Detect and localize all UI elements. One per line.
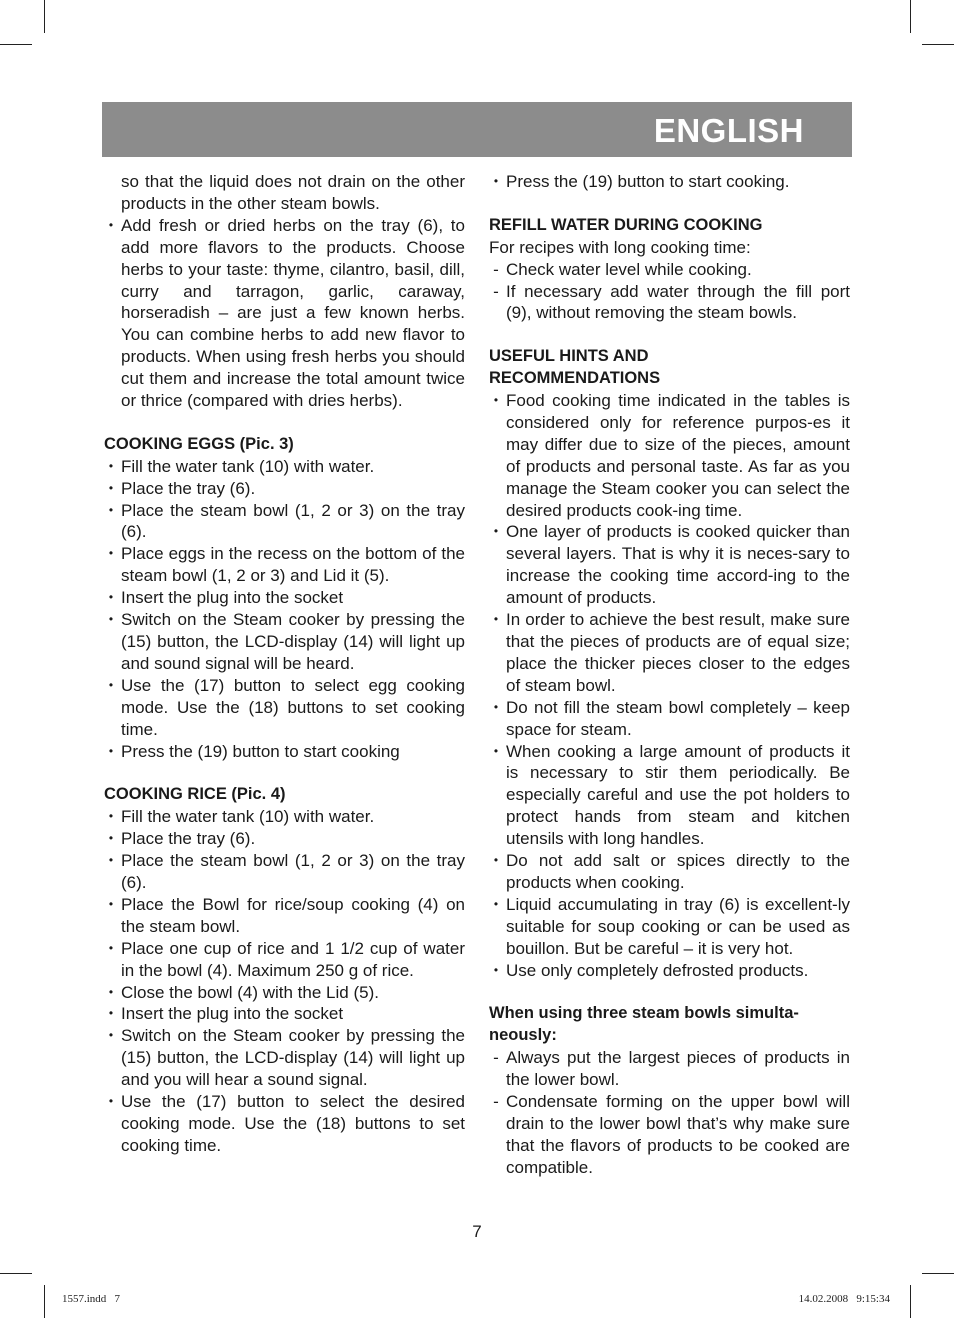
herbs-bullet-list	[104, 215, 465, 412]
list-item-text: Use the (17) button to select the desired cooking mode. Use the (18) buttons to set cooking time.	[121, 1092, 465, 1155]
cooking-rice-list	[104, 806, 465, 1157]
list-item-text: Place the tray (6).	[121, 829, 256, 849]
language-title: ENGLISH	[653, 112, 804, 149]
list-item	[104, 543, 465, 587]
list-item	[104, 806, 465, 828]
crop-mark	[0, 1273, 32, 1274]
list-item	[489, 171, 850, 193]
list-marker: •	[108, 458, 114, 473]
list-item-text: Food cooking time indicated in the tables is considered only for reference purpos-es it may differ due to size of the pieces, amount of products and personal taste. As far as you manage the Steam cooker you can select the desired products cook-ing time.	[506, 391, 850, 520]
list-item	[104, 587, 465, 609]
list-marker: •	[108, 743, 114, 758]
list-item-text: Place one cup of rice and 1 1/2 cup of water in the bowl (4). Maximum 250 g of rice.	[121, 938, 465, 980]
page-number: 7	[472, 1222, 482, 1241]
refill-water-intro: For recipes with long cooking time:	[489, 237, 751, 257]
list-marker: •	[108, 940, 114, 955]
list-marker: •	[493, 612, 499, 627]
list-item-text: In order to achieve the best result, make sure that the pieces of products are of equal size; place the thicker pieces closer to the edges of steam bowl.	[506, 610, 850, 695]
crop-mark	[0, 44, 32, 45]
list-marker: -	[493, 281, 499, 301]
list-item	[104, 894, 465, 938]
list-marker: •	[108, 590, 114, 605]
cooking-rice-heading: COOKING RICE (Pic. 4)	[104, 785, 286, 804]
list-item	[104, 456, 465, 478]
list-item	[489, 697, 850, 741]
file-slug: 1557.indd 7	[62, 1293, 121, 1305]
list-marker: •	[493, 393, 499, 408]
list-item	[104, 982, 465, 1004]
useful-hints-heading-line2: RECOMMENDATIONS	[489, 369, 661, 388]
list-marker: •	[108, 831, 114, 846]
list-marker: •	[493, 524, 499, 539]
list-marker: •	[108, 1028, 114, 1043]
refill-water-heading: REFILL WATER DURING COOKING	[489, 215, 763, 234]
list-item	[489, 741, 850, 851]
list-marker: •	[108, 480, 114, 495]
list-marker: •	[493, 896, 499, 911]
list-marker: -	[493, 259, 499, 279]
list-item-text: Use only completely defrosted products.	[506, 960, 809, 980]
crop-mark	[922, 1273, 954, 1274]
list-item	[489, 259, 850, 281]
list-item	[489, 1091, 850, 1179]
list-marker: •	[108, 853, 114, 868]
list-marker: •	[108, 984, 114, 999]
list-item	[489, 521, 850, 609]
list-item	[104, 741, 465, 763]
list-item-text: Place the steam bowl (1, 2 or 3) on the tray (6).	[121, 851, 465, 892]
list-item-text: One layer of products is cooked quicker than several layers. That is why it is neces-sary to increase the cooking time accord-ing to the amount of products.	[506, 522, 850, 608]
list-item-text: If necessary add water through the fill port (9), without removing the steam bowls.	[506, 281, 850, 323]
list-marker: •	[108, 1006, 114, 1021]
list-item	[489, 960, 850, 982]
list-item-text: When cooking a large amount of products it is necessary to stir them periodically. Be especially careful and use the pot holders to protect hands from steam and kitchen utensils with long handles.	[506, 741, 850, 849]
list-marker: •	[108, 896, 114, 911]
list-marker: •	[108, 809, 114, 824]
list-item	[489, 609, 850, 697]
list-marker: •	[108, 612, 114, 627]
list-item-text: Fill the water tank (10) with water.	[121, 456, 375, 476]
list-item	[104, 500, 465, 544]
continued-paragraph: so that the liquid does not drain on the other products in the other steam bowls.	[121, 172, 465, 213]
list-item	[104, 478, 465, 500]
list-item-text: Switch on the Steam cooker by pressing the (15) button, the LCD-display (14) will light up and you will hear a sound signal.	[121, 1026, 465, 1090]
list-marker: •	[108, 546, 114, 561]
list-item	[104, 1025, 465, 1091]
list-item-text: Use the (17) button to select egg cooking mode. Use the (18) buttons to set cooking time.	[121, 675, 465, 739]
list-item	[104, 215, 465, 412]
list-marker: •	[493, 853, 499, 868]
list-item-text: Place the tray (6).	[121, 478, 256, 498]
list-item-text: Add fresh or dried herbs on the tray (6), to add more flavors to the products. Choose herbs to your taste: thyme, cilantro, basil, dill, curry and tarragon, garlic, caraway, horseradish – are just a few known herbs. You can combine herbs to add new flavor to products. When using fresh herbs you should cut them and increase the total amount twice or thrice (compared with dries herbs).	[121, 215, 465, 411]
list-item-text: Place eggs in the recess on the bottom of the steam bowl (1, 2 or 3) and Lid it (5).	[121, 544, 465, 586]
list-marker: -	[493, 1048, 499, 1068]
list-item	[104, 675, 465, 741]
list-marker: •	[493, 699, 499, 714]
useful-hints-heading-line1: USEFUL HINTS AND	[489, 347, 649, 366]
list-item-text: Close the bowl (4) with the Lid (5).	[121, 982, 379, 1002]
list-item-text: Do not add salt or spices directly to the products when cooking.	[506, 851, 850, 892]
useful-hints-list	[489, 390, 850, 981]
language-header-band	[102, 102, 852, 157]
list-item	[104, 850, 465, 894]
list-item-text: Place the Bowl for rice/soup cooking (4) on the steam bowl.	[121, 894, 465, 936]
list-marker: •	[108, 502, 114, 517]
refill-water-list	[489, 259, 850, 325]
list-item-text: Fill the water tank (10) with water.	[121, 807, 375, 827]
list-item	[489, 894, 850, 960]
list-item-text: Switch on the Steam cooker by pressing the (15) button, the LCD-display (14) will light up and sound signal will be heard.	[121, 610, 465, 673]
list-marker: •	[493, 174, 499, 188]
list-marker: •	[493, 962, 499, 977]
list-item	[489, 390, 850, 521]
crop-mark	[44, 0, 45, 33]
list-item	[489, 850, 850, 894]
crop-mark	[44, 1285, 45, 1318]
list-item-text: Press the (19) button to start cooking	[121, 741, 400, 761]
list-item	[489, 281, 850, 325]
left-column	[104, 171, 465, 1157]
list-marker: •	[108, 217, 114, 232]
three-bowls-list	[489, 1047, 850, 1178]
three-bowls-heading: When using three steam bowls simulta-neously:	[489, 1004, 799, 1045]
date-slug: 14.02.2008 9:15:34	[798, 1293, 890, 1305]
list-item-text: Press the (19) button to start cooking.	[506, 172, 790, 191]
crop-mark	[910, 1285, 911, 1318]
cooking-eggs-heading: COOKING EGGS (Pic. 3)	[104, 434, 294, 453]
useful-hints-heading	[489, 346, 850, 390]
list-item-text: Place the steam bowl (1, 2 or 3) on the tray (6).	[121, 500, 465, 542]
list-item-text: Insert the plug into the socket	[121, 588, 344, 608]
crop-mark	[910, 0, 911, 33]
list-item-text: Do not fill the steam bowl completely – keep space for steam.	[506, 697, 850, 739]
list-marker: •	[493, 743, 499, 758]
list-item	[104, 1091, 465, 1157]
cooking-eggs-list	[104, 456, 465, 763]
list-item	[489, 1047, 850, 1091]
list-item-text: Insert the plug into the socket	[121, 1004, 344, 1024]
list-item-text: Always put the largest pieces of products in the lower bowl.	[506, 1048, 850, 1090]
list-marker: •	[108, 677, 114, 692]
list-item-text: Check water level while cooking.	[506, 259, 752, 279]
list-item	[104, 609, 465, 675]
list-item	[104, 1003, 465, 1025]
list-marker: •	[108, 1094, 114, 1109]
list-item	[104, 828, 465, 850]
list-item	[104, 938, 465, 982]
list-item-text: Condensate forming on the upper bowl will drain to the lower bowl that’s why make sure that the flavors of products to be cooked are compatible.	[506, 1092, 850, 1177]
list-item-text: Liquid accumulating in tray (6) is excellent-ly suitable for soup cooking or can be used as bouillon. But be careful – it is very hot.	[506, 894, 850, 958]
list-marker: -	[493, 1092, 499, 1112]
start-cooking-list	[489, 171, 850, 193]
crop-mark	[922, 44, 954, 45]
right-column	[489, 171, 850, 1179]
